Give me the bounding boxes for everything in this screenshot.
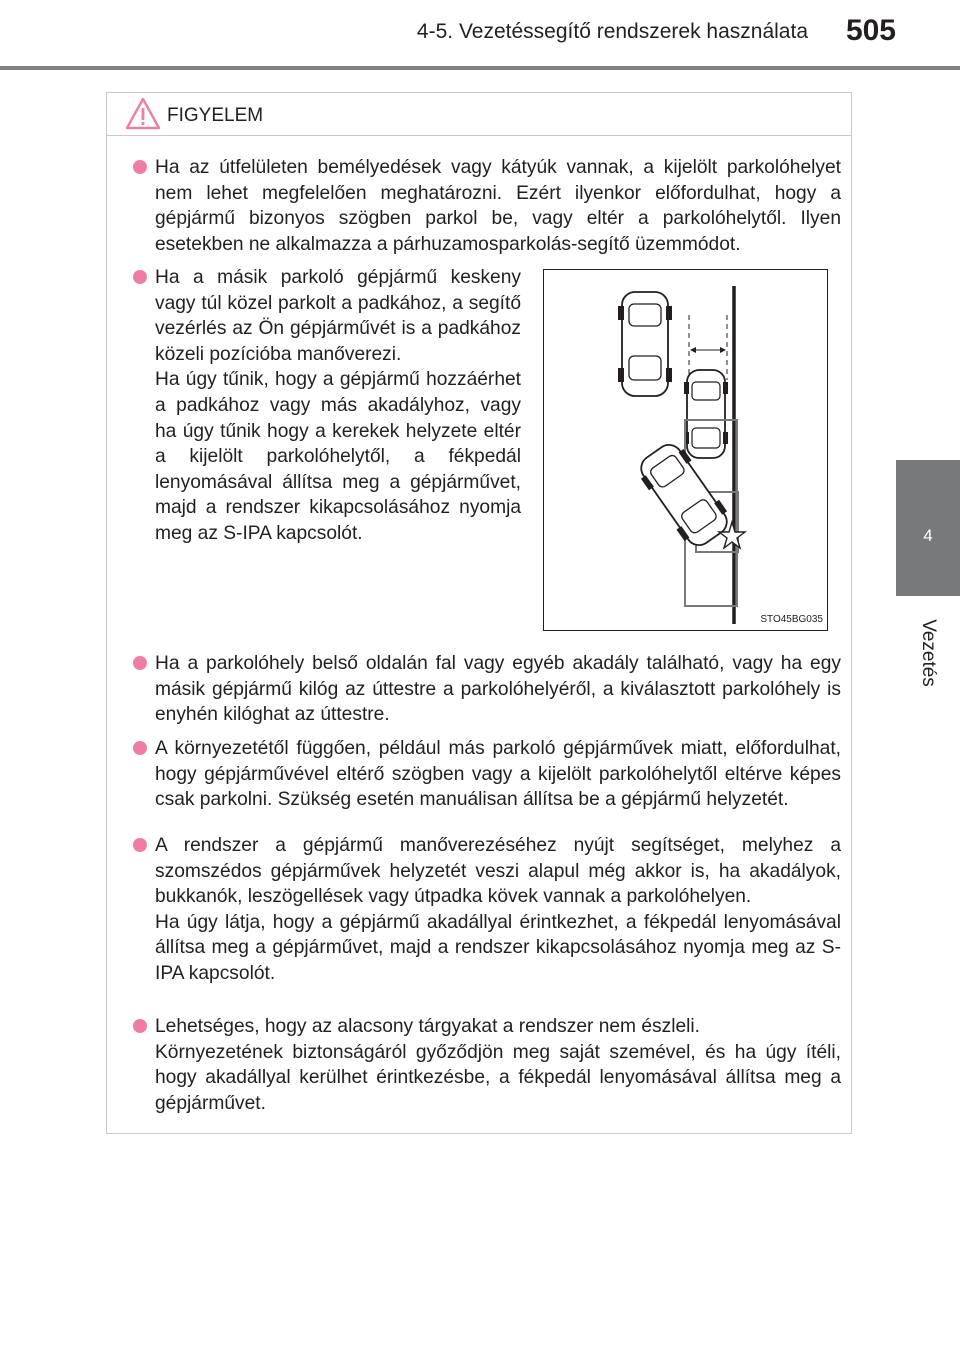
list-item-text: Lehetséges, hogy az alacsony tárgyakat a rendszer nem észleli. [155, 1016, 701, 1037]
list-item [155, 265, 521, 547]
list-item [155, 833, 841, 987]
list-item-text: Ha a parkolóhely belső oldalán fal vagy egyéb akadály található, vagy ha egy másik gépjármű kilóg az úttestre a parkolóhelyéről, a kiválasztott parkolóhely is enyhén kilóghat az úttestre. [155, 653, 841, 726]
chapter-tab-label [896, 598, 960, 708]
parked-car-rear-icon [684, 370, 728, 458]
list-item-text: Ha az útfelületen bemélyedések vagy kátyúk vannak, a kijelölt parkolóhelyet nem lehet megfelelően meghatározni. Ezért ilyenkor előfordulhat, hogy a gépjármű bizonyos szögben parkol be, vagy eltér a parkolóhelytől. Ilyen esetekben ne alkalmazza a párhuzamosparkolás-segítő üzemmódot. [155, 157, 841, 255]
page-number: 505 [845, 14, 896, 47]
warning-title: FIGYELEM [167, 105, 264, 126]
list-item [155, 651, 841, 728]
list-item-text-continued: Környezetének biztonságáról győződjön meg saját szemével, és ha úgy ítéli, hogy akadállyal kerülhet érintkezésbe, a fékpedál lenyomásával állítsa meg a gépjárművet. [155, 1041, 841, 1114]
bullet-icon [133, 838, 147, 852]
parking-figure [543, 269, 828, 631]
parking-diagram [544, 270, 827, 630]
list-item [155, 1014, 841, 1116]
warning-header [107, 93, 851, 136]
chapter-tab-number: 4 [923, 526, 933, 545]
warning-triangle-icon [125, 97, 161, 136]
parked-car-front-icon [618, 292, 672, 396]
bullet-icon [133, 741, 147, 755]
list-item-text-continued: Ha úgy tűnik, hogy a gépjármű hozzáérhet a padkához vagy más akadályhoz, vagy ha úgy tűnik hogy a kerekek helyzete eltér a kijelölt parkolóhelytől, a fékpedál lenyomásával állítsa meg a gépjárművet, majd a rendszer kikapcsolásához nyomja meg az S-IPA kapcsolót. [155, 369, 521, 544]
list-item-text: A rendszer a gépjármű manőverezéséhez nyújt segítséget, melyhez a szomszédos gépjárművek helyzetét veszi alapul még akkor is, ha akadályok, bukkanók, leszögellések vagy útpadka kövek vannak a parkolóhelyen. [155, 835, 841, 908]
header-title: 4-5. Vezetéssegítő rendszerek használata [416, 20, 808, 43]
list-item-text-continued: Ha úgy látja, hogy a gépjármű akadállyal érintkezhet, a fékpedál lenyomásával állítsa meg a gépjárművet, majd a rendszer kikapcsolásához nyomja meg az S-IPA kapcsolót. [155, 911, 841, 984]
bullet-icon [133, 270, 147, 284]
bullet-icon [133, 160, 147, 174]
list-item [155, 155, 841, 257]
list-item [155, 736, 841, 813]
header-rule [0, 66, 960, 70]
figure-id: STO45BG035 [760, 614, 823, 625]
list-item-text: A környezetétől függően, például más parkoló gépjárművek miatt, előfordulhat, hogy gépjárművével eltérő szögben vagy a kijelölt parkolóhelytől eltérve képes csak parkolni. Szükség esetén manuálisan állítsa be a gépjármű helyzetét. [155, 738, 841, 811]
bullet-icon [133, 1019, 147, 1033]
list-item-text: Ha a másik parkoló gépjármű keskeny vagy túl közel parkolt a padkához, a segítő vezérlés az Ön gépjárművét is a padkához közeli pozícióba manőverezi. [155, 267, 521, 365]
chapter-tab-label-text: Vezetés [918, 619, 940, 687]
bullet-icon [133, 656, 147, 670]
